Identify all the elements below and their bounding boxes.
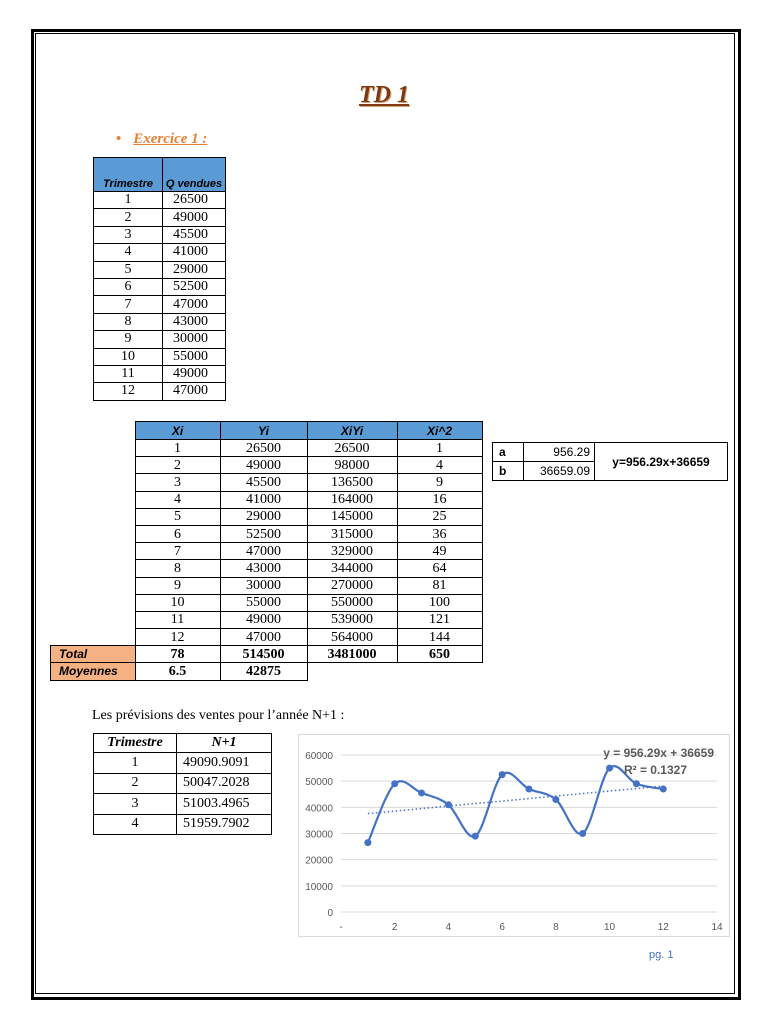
xi-cell: 10	[135, 594, 220, 611]
data-point	[499, 771, 506, 778]
xi-cell: 4	[135, 491, 220, 508]
xi2-cell: 49	[397, 543, 482, 560]
xiyi-cell: 550000	[307, 594, 397, 611]
trimestre-cell: 6	[94, 278, 163, 295]
xiyi-cell: 136500	[307, 474, 397, 491]
header-n-plus-1: N+1	[177, 734, 272, 753]
quantity-cell: 49000	[163, 209, 226, 226]
page-number: pg. 1	[649, 949, 674, 961]
forecast-value-cell: 51003.4965	[177, 794, 272, 815]
trimestre-cell: 8	[94, 313, 163, 330]
xi-cell: 11	[135, 611, 220, 628]
x-tick-label: 10	[604, 922, 616, 933]
sales-chart	[298, 734, 730, 937]
quantity-cell: 43000	[163, 313, 226, 330]
total-row	[51, 646, 483, 663]
sales-row	[94, 365, 226, 382]
means-row	[51, 663, 483, 680]
xi2-cell: 144	[397, 629, 482, 646]
regression-row	[51, 611, 483, 628]
quantity-cell: 49000	[163, 365, 226, 382]
forecast-value-cell: 49090.9091	[177, 753, 272, 774]
total-xiyi: 3481000	[307, 646, 397, 663]
trimestre-cell: 1	[94, 192, 163, 209]
xi-cell: 8	[135, 560, 220, 577]
forecast-trimestre-cell: 1	[94, 753, 177, 774]
header-yi: Yi	[220, 422, 307, 440]
sales-row	[94, 226, 226, 243]
total-xi: 78	[135, 646, 220, 663]
xiyi-cell: 26500	[307, 440, 397, 457]
yi-cell: 47000	[220, 543, 307, 560]
total-label: Total	[51, 646, 136, 663]
regression-row	[51, 440, 483, 457]
coef-a-label: a	[493, 443, 524, 462]
xi-cell: 9	[135, 577, 220, 594]
quantity-cell: 26500	[163, 192, 226, 209]
forecast-row	[94, 773, 272, 794]
header-trimestre: Trimestre	[94, 158, 163, 192]
quantity-cell: 47000	[163, 383, 226, 400]
x-tick-label: -	[339, 922, 343, 933]
forecast-trimestre-cell: 4	[94, 814, 177, 835]
xi2-cell: 25	[397, 508, 482, 525]
forecast-trimestre-cell: 3	[94, 794, 177, 815]
xiyi-cell: 344000	[307, 560, 397, 577]
xi-cell: 7	[135, 543, 220, 560]
trimestre-cell: 12	[94, 383, 163, 400]
total-yi: 514500	[220, 646, 307, 663]
trimestre-cell: 5	[94, 261, 163, 278]
trimestre-cell: 11	[94, 365, 163, 382]
quantity-cell: 30000	[163, 331, 226, 348]
xi2-cell: 9	[397, 474, 482, 491]
y-tick-label: 60000	[305, 751, 333, 762]
coefficients-table	[492, 442, 728, 481]
sales-row	[94, 296, 226, 313]
total-xi2: 650	[397, 646, 482, 663]
series-line	[368, 766, 663, 843]
quantity-cell: 55000	[163, 348, 226, 365]
regression-row	[51, 629, 483, 646]
y-tick-label: 10000	[305, 881, 333, 893]
regression-row	[51, 474, 483, 491]
yi-cell: 43000	[220, 560, 307, 577]
trimestre-cell: 7	[94, 296, 163, 313]
forecast-table-header	[94, 734, 272, 753]
xi2-cell: 4	[397, 457, 482, 474]
xi2-cell: 36	[397, 525, 482, 542]
sales-row	[94, 383, 226, 400]
yi-cell: 26500	[220, 440, 307, 457]
forecast-intro: Les prévisions des ventes pour l’année N+1 :	[92, 708, 345, 723]
sales-row	[94, 261, 226, 278]
forecast-value-cell: 50047.2028	[177, 773, 272, 794]
quantity-cell: 29000	[163, 261, 226, 278]
yi-cell: 47000	[220, 629, 307, 646]
x-tick-label: 4	[445, 922, 452, 933]
mean-yi: 42875	[220, 663, 307, 680]
quantity-cell: 45500	[163, 226, 226, 243]
regression-table	[50, 421, 483, 681]
xi-cell: 12	[135, 629, 220, 646]
regression-equation: y=956.29x+36659	[595, 443, 728, 481]
x-tick-label: 12	[657, 922, 669, 933]
trimestre-cell: 2	[94, 209, 163, 226]
quantity-cell: 52500	[163, 278, 226, 295]
yi-cell: 55000	[220, 594, 307, 611]
coef-b-label: b	[493, 462, 524, 481]
quantity-cell: 47000	[163, 296, 226, 313]
xi2-cell: 121	[397, 611, 482, 628]
forecast-row	[94, 814, 272, 835]
header-xiyi: XiYi	[307, 422, 397, 440]
xiyi-cell: 98000	[307, 457, 397, 474]
regression-row	[51, 491, 483, 508]
header-xi2: Xi^2	[397, 422, 482, 440]
y-tick-label: 50000	[305, 777, 333, 789]
trimestre-cell: 9	[94, 331, 163, 348]
means-label: Moyennes	[51, 663, 136, 680]
yi-cell: 41000	[220, 491, 307, 508]
forecast-table	[93, 733, 272, 835]
bullet-icon: •	[116, 131, 122, 147]
r-squared-label: R² = 0.1327	[623, 763, 687, 777]
data-point	[526, 786, 533, 793]
xi2-cell: 16	[397, 491, 482, 508]
regression-row	[51, 525, 483, 542]
sales-row	[94, 348, 226, 365]
xi2-cell: 64	[397, 560, 482, 577]
xiyi-cell: 164000	[307, 491, 397, 508]
trimestre-cell: 10	[94, 348, 163, 365]
yi-cell: 52500	[220, 525, 307, 542]
sales-row	[94, 313, 226, 330]
xiyi-cell: 329000	[307, 543, 397, 560]
data-point	[660, 786, 667, 793]
xi-cell: 3	[135, 474, 220, 491]
xi-cell: 1	[135, 440, 220, 457]
xi-cell: 2	[135, 457, 220, 474]
sales-row	[94, 278, 226, 295]
trendline	[368, 786, 663, 814]
xiyi-cell: 539000	[307, 611, 397, 628]
header-q-vendues: Q vendues	[163, 158, 226, 192]
data-point	[418, 789, 425, 796]
exercise-heading	[116, 131, 207, 148]
mean-xi: 6.5	[135, 663, 220, 680]
sales-row	[94, 209, 226, 226]
trimestre-cell: 4	[94, 244, 163, 261]
quantity-cell: 41000	[163, 244, 226, 261]
data-point	[391, 780, 398, 787]
x-tick-label: 14	[711, 922, 723, 933]
regression-table-header	[51, 422, 483, 440]
xiyi-cell: 564000	[307, 629, 397, 646]
sales-table	[93, 157, 226, 401]
y-tick-label: 0	[327, 908, 333, 919]
yi-cell: 29000	[220, 508, 307, 525]
header-forecast-trimestre: Trimestre	[94, 734, 177, 753]
xi2-cell: 81	[397, 577, 482, 594]
coef-a-row	[493, 443, 728, 462]
trendline-equation: y = 956.29x + 36659	[603, 746, 714, 760]
regression-row	[51, 543, 483, 560]
forecast-trimestre-cell: 2	[94, 773, 177, 794]
yi-cell: 45500	[220, 474, 307, 491]
data-point	[552, 796, 559, 803]
data-point	[579, 830, 586, 837]
regression-row	[51, 457, 483, 474]
forecast-row	[94, 794, 272, 815]
x-tick-label: 2	[391, 922, 398, 933]
sales-table-header	[94, 158, 226, 192]
sales-row	[94, 244, 226, 261]
yi-cell: 30000	[220, 577, 307, 594]
coef-b-value: 36659.09	[524, 462, 595, 481]
x-tick-label: 8	[553, 922, 559, 933]
regression-row	[51, 560, 483, 577]
regression-row	[51, 594, 483, 611]
regression-row	[51, 508, 483, 525]
y-tick-label: 40000	[305, 803, 333, 815]
sales-row	[94, 331, 226, 348]
yi-cell: 49000	[220, 457, 307, 474]
exercise-label: Exercice 1 :	[133, 131, 208, 147]
coef-a-value: 956.29	[524, 443, 595, 462]
xi-cell: 5	[135, 508, 220, 525]
xi2-cell: 100	[397, 594, 482, 611]
header-xi: Xi	[135, 422, 220, 440]
trimestre-cell: 3	[94, 226, 163, 243]
data-point	[364, 839, 371, 846]
xiyi-cell: 315000	[307, 525, 397, 542]
xiyi-cell: 145000	[307, 508, 397, 525]
forecast-value-cell: 51959.7902	[177, 814, 272, 835]
yi-cell: 49000	[220, 611, 307, 628]
sales-row	[94, 192, 226, 209]
page-title: TD 1	[359, 82, 409, 108]
regression-row	[51, 577, 483, 594]
forecast-row	[94, 753, 272, 774]
xiyi-cell: 270000	[307, 577, 397, 594]
data-point	[445, 801, 452, 808]
xi-cell: 6	[135, 525, 220, 542]
data-point	[606, 765, 613, 772]
chart-svg	[299, 735, 729, 936]
y-tick-label: 20000	[305, 855, 333, 867]
data-point	[633, 780, 640, 787]
y-tick-label: 30000	[305, 829, 333, 841]
xi2-cell: 1	[397, 440, 482, 457]
data-point	[472, 833, 479, 840]
x-tick-label: 6	[499, 922, 505, 933]
